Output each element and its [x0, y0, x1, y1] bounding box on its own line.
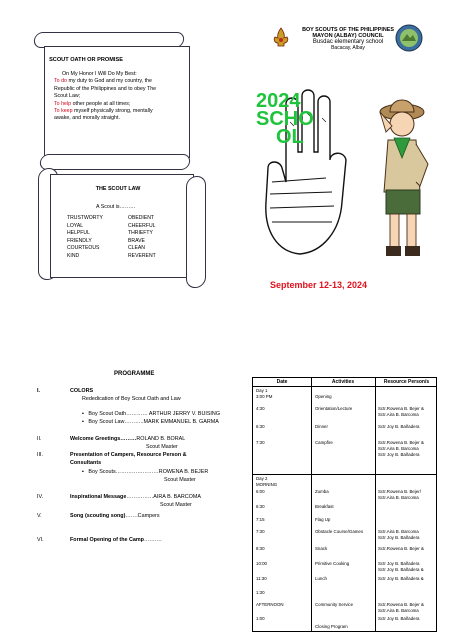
- oath-text: [54, 71, 178, 123]
- table-cell: 1:00: [256, 616, 265, 621]
- law-item: TRUSTWORTY: [67, 215, 103, 221]
- law-intro: A Scout is………: [96, 204, 136, 210]
- law-left-column: [67, 215, 128, 261]
- table-cell: Sctr Joy B. Bañadera: [378, 535, 420, 540]
- table-cell: Sctr.Aira B. Barcoma: [378, 529, 419, 534]
- item-number: II.: [37, 436, 42, 442]
- table-cell: Dinner: [315, 424, 328, 429]
- law-item: BRAVE: [128, 237, 145, 244]
- title-year: 2024: [256, 90, 301, 112]
- table-cell: Sctr.Rowena B. Bejer/: [378, 489, 421, 494]
- table-cell: Opening: [315, 394, 332, 399]
- item-heading: Inspirational Message……………AIRA B. BARCOMA: [70, 494, 201, 500]
- table-cell: Sctr.Aira B. Barcoma: [378, 412, 419, 417]
- column-divider: [311, 378, 312, 631]
- table-cell: Sctr Joy B. Bañadera: [378, 561, 420, 566]
- role-text: Scout Master: [164, 477, 196, 483]
- role-text: Scout Master: [146, 444, 178, 450]
- law-item: COURTEOUS: [67, 245, 100, 252]
- schedule-table: [252, 377, 437, 632]
- table-cell: 7:30: [256, 440, 265, 445]
- law-item: CLEAN: [128, 245, 145, 252]
- table-cell: 6:30: [256, 424, 265, 429]
- column-header: Resource Person/s: [383, 379, 430, 385]
- law-item: THRIEFTY: [128, 230, 153, 237]
- table-cell: Sctr Joy B. Bañadera &: [378, 576, 424, 581]
- table-cell: Sctr Joy B. Bañadera: [378, 616, 420, 621]
- table-cell: Obstacle Course/Games: [315, 529, 364, 534]
- item-number: III.: [37, 452, 43, 458]
- table-cell: Campfire: [315, 440, 333, 445]
- item-heading: Song (scouting song)…….Campers: [70, 513, 160, 519]
- table-cell: Sctr.Rowena B. Bejer &: [378, 546, 424, 551]
- column-divider: [375, 378, 376, 631]
- table-cell: 8:30: [256, 546, 265, 551]
- column-header: Date: [276, 379, 288, 385]
- law-item: LOYAL: [67, 222, 84, 229]
- scout-boy-icon: [380, 100, 428, 256]
- table-cell: 7:30: [256, 529, 265, 534]
- table-cell: Sctr.Aira B. Barcoma: [378, 446, 419, 451]
- item-heading: Presentation of Campers, Resource Person &: [70, 452, 187, 458]
- table-cell: Zumba: [315, 489, 329, 494]
- table-cell: Sctr.Rowena B. Bejer &: [378, 602, 424, 607]
- school-seal: [395, 24, 423, 52]
- school-location: Bacacay, Albay: [331, 45, 365, 51]
- table-cell: Primitive Cooking: [315, 561, 350, 566]
- law-item: KIND: [67, 252, 80, 259]
- org-name: BOY SCOUTS OF THE PHILIPPINES: [302, 27, 394, 33]
- event-date: September 12-13, 2024: [270, 280, 368, 290]
- header-divider: [253, 386, 436, 387]
- table-cell: 3:00 PM: [256, 394, 273, 399]
- law-title: THE SCOUT LAW: [95, 186, 141, 192]
- table-cell: 7:15: [256, 517, 265, 522]
- table-cell: Flag Up: [315, 517, 331, 522]
- council-name: MAYON (ALBAY) COUNCIL: [312, 33, 384, 39]
- law-list: [67, 215, 189, 261]
- cover-title: [256, 92, 314, 146]
- bullet-item: ▪ Boy Scouts……………………ROWENA B. BEJER: [82, 469, 209, 475]
- oath-title: SCOUT OATH OR PROMISE: [49, 57, 123, 63]
- table-cell: Community Service: [315, 602, 354, 607]
- item-heading: COLORS: [70, 388, 94, 394]
- table-cell: Breakfast: [315, 504, 334, 509]
- oath-line: awake, and morally straight.: [54, 115, 120, 122]
- table-cell: 4:30: [256, 406, 265, 411]
- table-cell: Sctr Joy B. Bañadera &: [378, 567, 424, 572]
- table-cell: Snack: [315, 546, 328, 551]
- item-number: VI.: [37, 537, 44, 543]
- table-cell: Sctr Joy B. Bañadera: [378, 424, 420, 429]
- table-cell: Orientation/Lecture: [315, 406, 353, 411]
- law-item: HELPFUL: [67, 230, 90, 237]
- table-cell: Sctr.Rowena B. Bejer &: [378, 406, 424, 411]
- table-cell: Sctr Joy B. Bañadera: [378, 452, 420, 457]
- item-number: IV.: [37, 494, 44, 500]
- item-heading: Formal Opening of the Camp……….: [70, 537, 162, 543]
- oath-line: On My Honor I Will Do My Best:: [62, 71, 137, 77]
- law-item: REVERENT: [128, 252, 156, 259]
- oath-line: Scout Law;: [54, 93, 81, 100]
- table-cell: 1:30: [256, 590, 265, 595]
- oath-line: Republic of the Philippines and to obey The: [54, 85, 157, 92]
- oath-line: To keep myself physically strong, mentally: [54, 108, 153, 115]
- day-divider: [253, 474, 436, 475]
- item-heading: Consultants: [70, 460, 102, 466]
- table-cell: Day 2: [256, 476, 268, 481]
- table-cell: 11:30: [256, 576, 267, 581]
- table-cell: Closing Program: [315, 624, 348, 629]
- law-item: FRIENDLY: [67, 237, 92, 244]
- law-item: OBEDIENT: [128, 215, 155, 221]
- scroll-right-curl: [186, 175, 206, 289]
- table-cell: AFTERNOON: [256, 602, 284, 607]
- bullet-item: ▪ Boy Scout Law………..MARK EMMANUEL B. GARMA: [82, 419, 219, 425]
- organization-header: [290, 27, 406, 51]
- table-cell: Sctr.Rowena B. Bejer &: [378, 440, 424, 445]
- item-number: V.: [37, 513, 42, 519]
- oath-line: To help other people at all times;: [54, 100, 131, 107]
- role-text: Scout Master: [160, 502, 192, 508]
- bullet-item: ▪ Boy Scout Oath………… ARTHUR JERRY V. BUISING: [82, 411, 221, 417]
- title-line-3: OL: [276, 126, 304, 148]
- table-cell: Lunch: [315, 576, 327, 581]
- oath-line: To do my duty to God and my country, the: [54, 78, 152, 85]
- item-number: I.: [37, 388, 40, 394]
- programme-title: PROGRAMME: [114, 371, 155, 377]
- table-cell: 6:30: [256, 504, 265, 509]
- table-cell: 10:00: [256, 561, 267, 566]
- item-subtext: Rededication of Boy Scout Oath and Law: [82, 396, 181, 402]
- column-header: Activities: [331, 379, 355, 385]
- item-heading: Welcome Greetings………ROLAND B. BORAL: [70, 436, 186, 442]
- table-cell: Day 1: [256, 388, 268, 393]
- school-name: Busdac elementary school: [312, 39, 384, 45]
- law-item: CHEERFUL: [128, 222, 156, 229]
- title-line-2: SCHO: [256, 108, 314, 130]
- law-right-column: [128, 215, 189, 261]
- table-cell: 6:00: [256, 489, 265, 494]
- table-cell: Sctr.Aira B. Barcoma: [378, 495, 419, 500]
- table-cell: MORNING: [256, 482, 278, 487]
- table-cell: Sctr.Aira B. Barcoma: [378, 608, 419, 613]
